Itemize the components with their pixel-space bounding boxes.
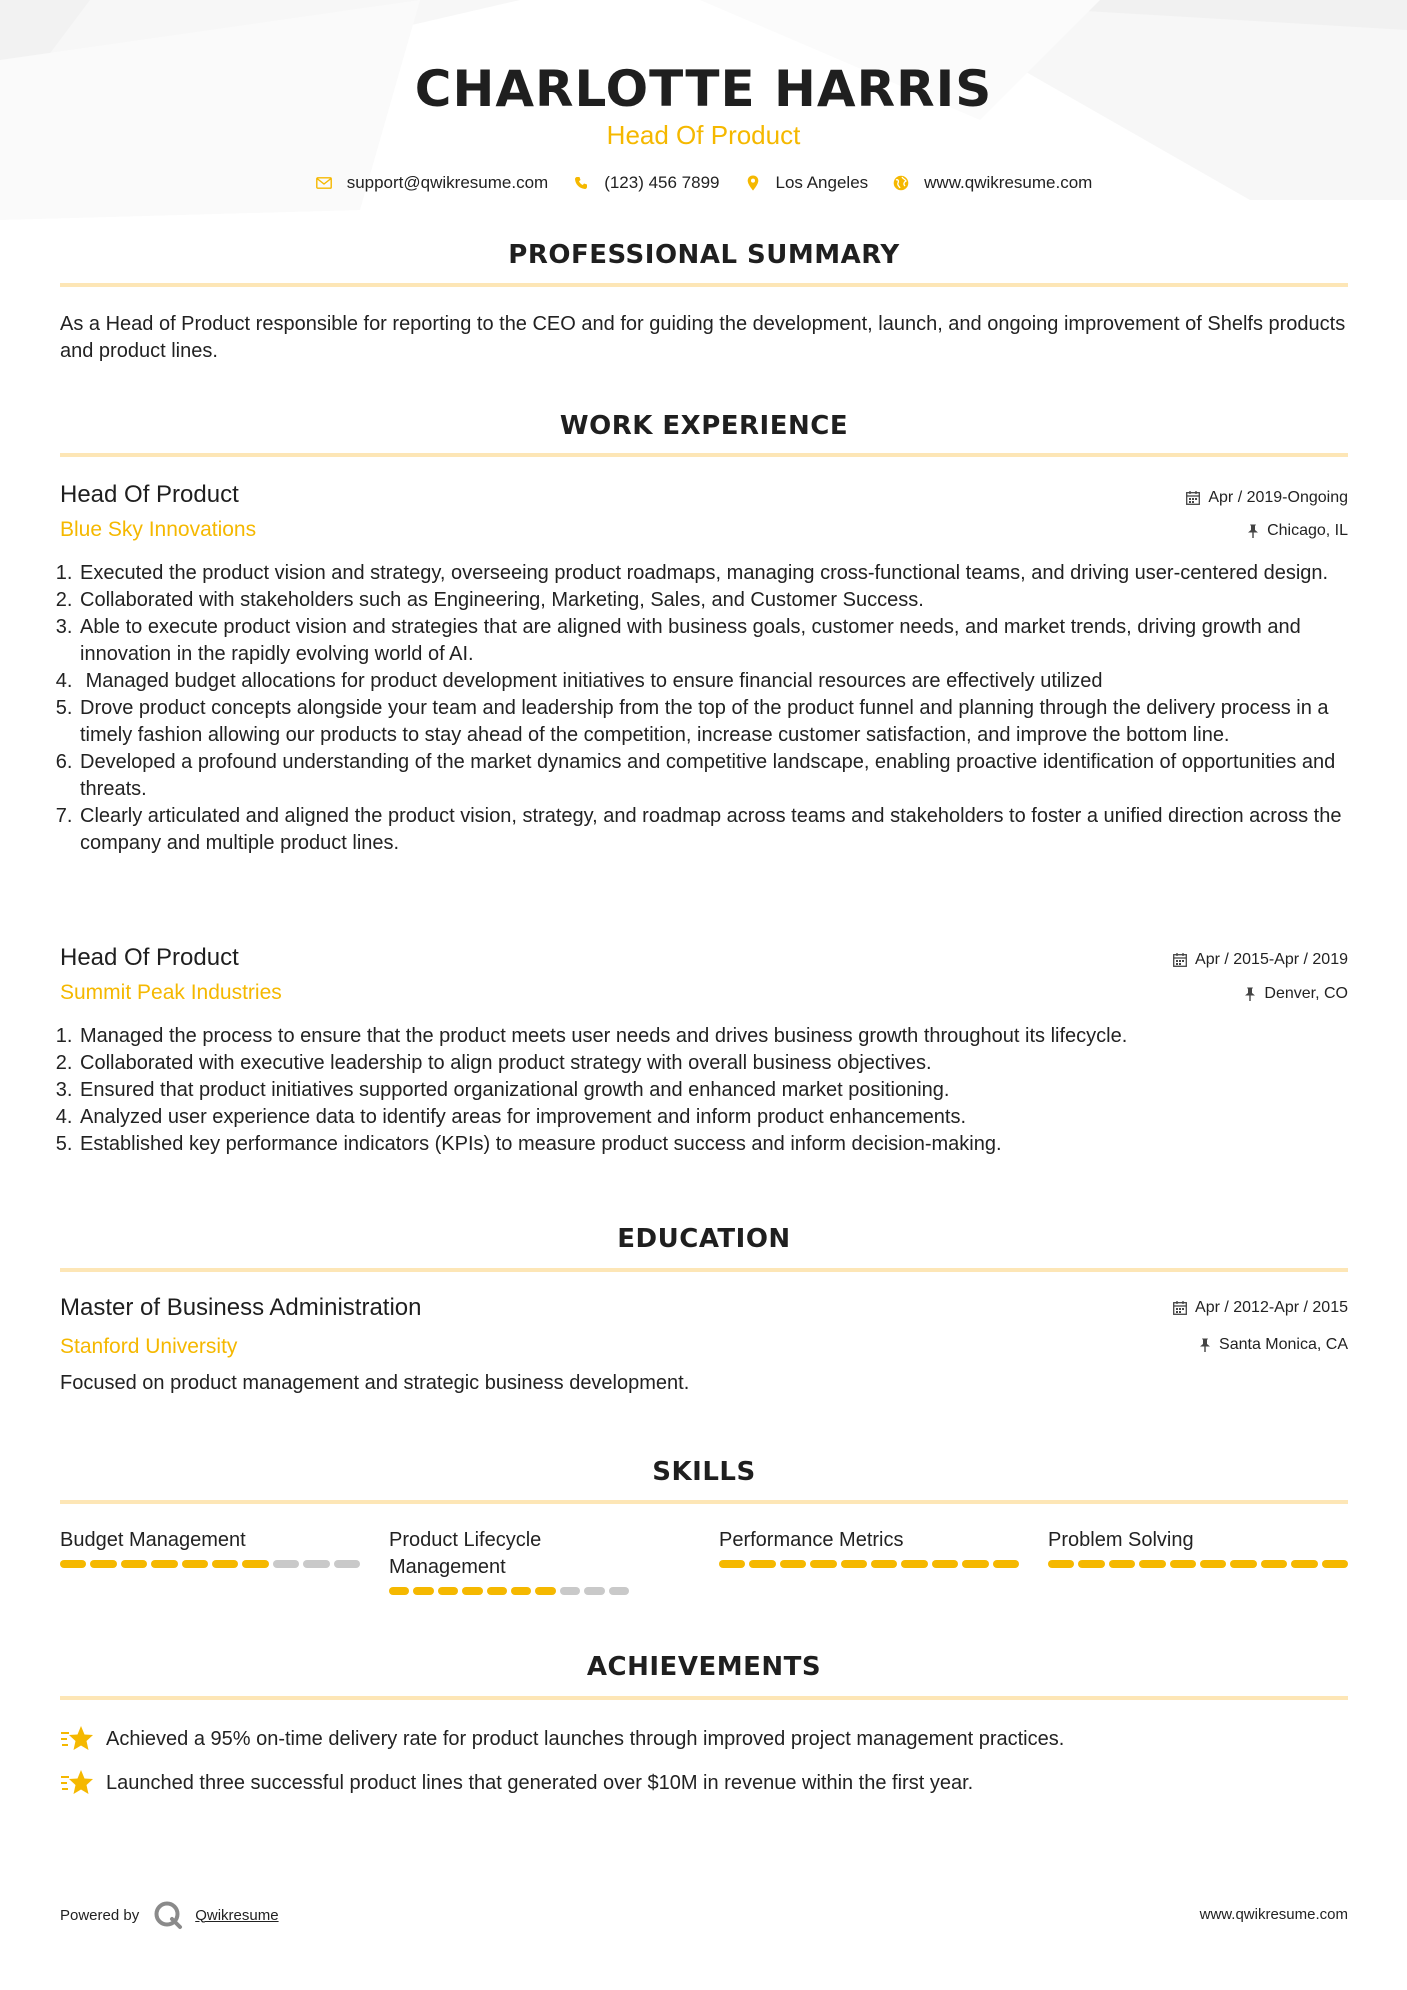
skill-dot-filled — [121, 1560, 147, 1568]
contact-email-text: support@qwikresume.com — [346, 173, 549, 192]
skill-dot-filled — [1200, 1560, 1226, 1568]
job-2-dates — [1173, 951, 1348, 969]
education-location — [1199, 1336, 1348, 1354]
duty-item: 3. Able to execute product vision and strategies that are aligned with business goals, customer needs, and market trends, driving growth and innovation in the rapidly evolving world of AI. — [78, 614, 1350, 668]
skill-level-bar — [389, 1587, 629, 1595]
calendar-icon — [1186, 491, 1200, 505]
education-description: Focused on product management and strategic business development. — [60, 1372, 690, 1394]
skill-dot-empty — [584, 1587, 604, 1595]
education-dates — [1173, 1299, 1348, 1317]
envelope-icon — [315, 174, 333, 192]
candidate-name: CHARLOTTE HARRIS — [414, 60, 993, 118]
education-heading: EDUCATION — [617, 1224, 791, 1254]
job-1-duties — [60, 560, 1350, 857]
powered-by-label: Powered by — [60, 1906, 140, 1924]
skill-dot-filled — [993, 1560, 1019, 1568]
skill-level-bar — [60, 1560, 360, 1568]
skill-level-bar — [1048, 1560, 1348, 1568]
job-2-duties — [60, 1023, 1350, 1158]
skill-dot-filled — [151, 1560, 177, 1568]
contact-phone-text: (123) 456 7899 — [604, 173, 720, 192]
education-location-text: Santa Monica, CA — [1219, 1336, 1348, 1353]
job-2-dates-text: Apr / 2015-Apr / 2019 — [1195, 951, 1348, 968]
job-1-location-text: Chicago, IL — [1267, 522, 1348, 539]
skill-label: Budget Management — [60, 1529, 246, 1551]
contact-website-text: www.qwikresume.com — [924, 173, 1093, 192]
contact-email[interactable] — [315, 173, 549, 193]
skill-dot-filled — [1230, 1560, 1256, 1568]
skill-dot-filled — [1170, 1560, 1196, 1568]
skill-dot-filled — [901, 1560, 927, 1568]
duty-item: 4. Managed budget allocations for product development initiatives to ensure financial resources are effectively utilized — [78, 668, 1350, 695]
skill-dot-filled — [1291, 1560, 1317, 1568]
skill-dot-filled — [438, 1587, 458, 1595]
job-2-title: Head Of Product — [60, 944, 239, 971]
footer-powered-by — [60, 1900, 279, 1930]
skill-dot-filled — [389, 1587, 409, 1595]
job-2-location-text: Denver, CO — [1264, 985, 1348, 1002]
skill-product-lifecycle — [389, 1527, 629, 1595]
skills-heading: SKILLS — [652, 1457, 756, 1487]
skill-dot-filled — [511, 1587, 531, 1595]
phone-icon — [572, 174, 590, 192]
job-1-location — [1247, 522, 1348, 540]
skill-dot-filled — [60, 1560, 86, 1568]
skill-dot-empty — [273, 1560, 299, 1568]
achievement-text: Launched three successful product lines that generated over $10M in revenue within the first year. — [106, 1771, 974, 1794]
experience-divider — [60, 453, 1348, 457]
education-school: Stanford University — [60, 1335, 238, 1358]
job-1-company: Blue Sky Innovations — [60, 518, 257, 541]
map-pin-icon — [744, 174, 762, 192]
skill-dot-filled — [462, 1587, 482, 1595]
skill-dot-filled — [242, 1560, 268, 1568]
calendar-icon — [1173, 1301, 1187, 1315]
candidate-role: Head Of Product — [606, 120, 801, 150]
duty-item: 4. Analyzed user experience data to identify areas for improvement and inform product enhancements. — [78, 1104, 1350, 1131]
duty-item: 1. Managed the process to ensure that the product meets user needs and drives business growth throughout its lifecycle. — [78, 1023, 1350, 1050]
skill-dot-filled — [1139, 1560, 1165, 1568]
skill-dot-filled — [1261, 1560, 1287, 1568]
skill-level-bar — [719, 1560, 1019, 1568]
skill-dot-empty — [334, 1560, 360, 1568]
achievements-heading: ACHIEVEMENTS — [586, 1652, 822, 1682]
education-degree: Master of Business Administration — [60, 1294, 422, 1321]
summary-divider — [60, 283, 1348, 287]
summary-heading: PROFESSIONAL SUMMARY — [508, 240, 900, 270]
duty-item: 2. Collaborated with stakeholders such as Engineering, Marketing, Sales, and Customer Success. — [78, 587, 1350, 614]
duty-item: 7. Clearly articulated and aligned the product vision, strategy, and roadmap across teams and stakeholders to foster a unified direction across the company and multiple product lines. — [78, 803, 1350, 857]
skill-label: Product Lifecycle Management — [389, 1529, 542, 1578]
education-dates-text: Apr / 2012-Apr / 2015 — [1195, 1299, 1348, 1316]
skill-dot-filled — [90, 1560, 116, 1568]
summary-text: As a Head of Product responsible for reporting to the CEO and for guiding the development, launch, and ongoing improvement of Shelfs products and product lines. — [60, 313, 1346, 362]
pushpin-icon — [1244, 987, 1256, 1001]
skill-performance-metrics — [719, 1527, 1019, 1568]
job-1-dates — [1186, 489, 1348, 507]
skill-dot-filled — [962, 1560, 988, 1568]
skill-dot-filled — [932, 1560, 958, 1568]
job-2-company: Summit Peak Industries — [60, 981, 282, 1004]
skill-dot-filled — [182, 1560, 208, 1568]
qwikresume-logo-icon — [153, 1900, 183, 1930]
skill-dot-filled — [487, 1587, 507, 1595]
skill-dot-filled — [1322, 1560, 1348, 1568]
duty-item: 5. Established key performance indicators (KPIs) to measure product success and inform decision-making. — [78, 1131, 1350, 1158]
skill-dot-filled — [871, 1560, 897, 1568]
skill-label: Performance Metrics — [719, 1529, 904, 1551]
skill-dot-filled — [212, 1560, 238, 1568]
contact-phone[interactable] — [572, 173, 719, 193]
skill-dot-filled — [1109, 1560, 1135, 1568]
skill-dot-filled — [1048, 1560, 1074, 1568]
skills-divider — [60, 1500, 1348, 1504]
qwikresume-link[interactable]: Qwikresume — [195, 1906, 279, 1924]
experience-heading: WORK EXPERIENCE — [559, 411, 849, 441]
duty-item: 2. Collaborated with executive leadership to align product strategy with overall business objectives. — [78, 1050, 1350, 1077]
pushpin-icon — [1247, 524, 1259, 538]
skill-dot-filled — [719, 1560, 745, 1568]
star-icon — [60, 1724, 94, 1754]
globe-icon — [892, 174, 910, 192]
skill-dot-filled — [810, 1560, 836, 1568]
contact-website[interactable] — [892, 173, 1092, 193]
skill-budget-management — [60, 1527, 360, 1568]
calendar-icon — [1173, 953, 1187, 967]
achievement-item — [60, 1768, 973, 1798]
duty-item: 6. Developed a profound understanding of the market dynamics and competitive landscape, enabling proactive identification of opportunities and threats. — [78, 749, 1350, 803]
contact-location-text: Los Angeles — [775, 173, 869, 192]
skill-dot-filled — [780, 1560, 806, 1568]
duty-item: 5. Drove product concepts alongside your team and leadership from the top of the product funnel and planning through the delivery process in a timely fashion allowing our products to stay ahead of the competition, increase customer satisfaction, and improve the bottom line. — [78, 695, 1350, 749]
duty-item: 1. Executed the product vision and strategy, overseeing product roadmaps, managing cross-functional teams, and driving user-centered design. — [78, 560, 1350, 587]
skill-dot-filled — [749, 1560, 775, 1568]
skill-problem-solving — [1048, 1527, 1348, 1568]
footer-website[interactable]: www.qwikresume.com — [1199, 1906, 1348, 1923]
contact-location — [744, 173, 869, 193]
skill-dot-filled — [413, 1587, 433, 1595]
contact-bar — [0, 173, 1407, 193]
education-divider — [60, 1268, 1348, 1272]
achievement-item — [60, 1724, 1064, 1754]
achievement-text: Achieved a 95% on-time delivery rate for product launches through improved project management practices. — [106, 1727, 1065, 1750]
duty-item: 3. Ensured that product initiatives supported organizational growth and enhanced market positioning. — [78, 1077, 1350, 1104]
pushpin-icon — [1199, 1338, 1211, 1352]
job-1-title: Head Of Product — [60, 481, 239, 508]
skill-dot-filled — [535, 1587, 555, 1595]
star-icon — [60, 1768, 94, 1798]
skill-dot-filled — [841, 1560, 867, 1568]
skill-dot-filled — [1078, 1560, 1104, 1568]
job-2-location — [1244, 985, 1348, 1003]
skill-dot-empty — [560, 1587, 580, 1595]
skill-dot-empty — [609, 1587, 629, 1595]
achievements-divider — [60, 1696, 1348, 1700]
skill-dot-empty — [303, 1560, 329, 1568]
job-1-dates-text: Apr / 2019-Ongoing — [1208, 489, 1348, 506]
skill-label: Problem Solving — [1048, 1529, 1194, 1551]
